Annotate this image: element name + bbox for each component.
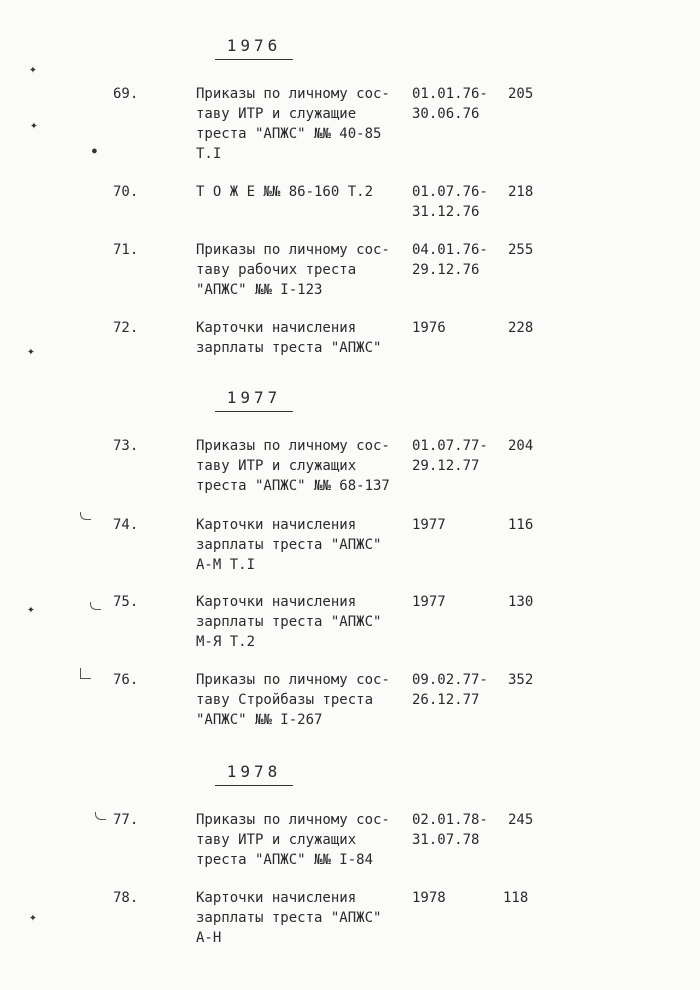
entry-pages: 228: [508, 320, 534, 336]
check-tick: [80, 512, 91, 520]
entry-pages: 116: [508, 517, 534, 533]
entry-description: Карточки начисления зарплаты треста "АПЖС" А-М Т.I: [196, 517, 382, 573]
entry-pages: 245: [508, 812, 534, 828]
entry-pages: 130: [508, 594, 534, 610]
entry-number: 77.: [113, 812, 139, 828]
entry-number: 75.: [113, 594, 139, 610]
year-heading: 1978: [215, 762, 293, 786]
entry-dates: 02.01.78- 31.07.78: [412, 812, 488, 848]
entry-description: Карточки начисления зарплаты треста "АПЖС" А-Н: [196, 890, 382, 946]
entry-description: Приказы по личному сос- таву ИТР и служащие треста "АПЖС" №№ 40-85 Т.I: [196, 86, 390, 162]
entry-dates: 01.01.76- 30.06.76: [412, 86, 488, 122]
entry-number: 78.: [113, 890, 139, 906]
entry-dates: 1977: [412, 517, 446, 533]
entry-dates: 01.07.76- 31.12.76: [412, 184, 488, 220]
entry-number: 70.: [113, 184, 139, 200]
entry-pages: 118: [503, 890, 529, 906]
entry-dates: 1977: [412, 594, 446, 610]
entry-pages: 204: [508, 438, 534, 454]
entry-dates: 01.07.77- 29.12.77: [412, 438, 488, 474]
entry-dates: 09.02.77- 26.12.77: [412, 672, 488, 708]
entry-number: 69.: [113, 86, 139, 102]
entry-dates: 04.01.76- 29.12.76: [412, 242, 488, 278]
entry-number: 74.: [113, 517, 139, 533]
entry-description: Приказы по личному сос- таву ИТР и служащих треста "АПЖС" №№ I-84: [196, 812, 390, 868]
margin-mark: ✦: [30, 118, 38, 133]
entry-pages: 255: [508, 242, 534, 258]
entry-description: Карточки начисления зарплаты треста "АПЖС" М-Я Т.2: [196, 594, 382, 650]
entry-pages: 205: [508, 86, 534, 102]
year-heading: 1977: [215, 388, 293, 412]
entry-number: 71.: [113, 242, 139, 258]
entry-number: 72.: [113, 320, 139, 336]
entry-description: Карточки начисления зарплаты треста "АПЖС": [196, 320, 382, 356]
entry-description: Т О Ж Е №№ 86-160 Т.2: [196, 184, 374, 200]
margin-mark: ✦: [29, 910, 37, 925]
margin-mark: ✦: [27, 344, 35, 359]
check-tick: [90, 602, 101, 610]
margin-mark: ●: [92, 146, 97, 155]
entry-pages: 218: [508, 184, 534, 200]
entry-description: Приказы по личному сос- таву рабочих треста "АПЖС" №№ I-123: [196, 242, 390, 298]
entry-number: 76.: [113, 672, 139, 688]
entry-description: Приказы по личному сос- таву Стройбазы треста "АПЖС" №№ I-267: [196, 672, 390, 728]
margin-mark: ✦: [27, 602, 35, 617]
entry-description: Приказы по личному сос- таву ИТР и служащих треста "АПЖС" №№ 68-137: [196, 438, 390, 494]
entry-dates: 1978: [412, 890, 446, 906]
year-heading: 1976: [215, 36, 293, 60]
margin-mark: ✦: [29, 62, 37, 77]
entry-dates: 1976: [412, 320, 446, 336]
check-tick: [95, 812, 106, 820]
entry-number: 73.: [113, 438, 139, 454]
check-tick: [80, 668, 91, 679]
entry-pages: 352: [508, 672, 534, 688]
